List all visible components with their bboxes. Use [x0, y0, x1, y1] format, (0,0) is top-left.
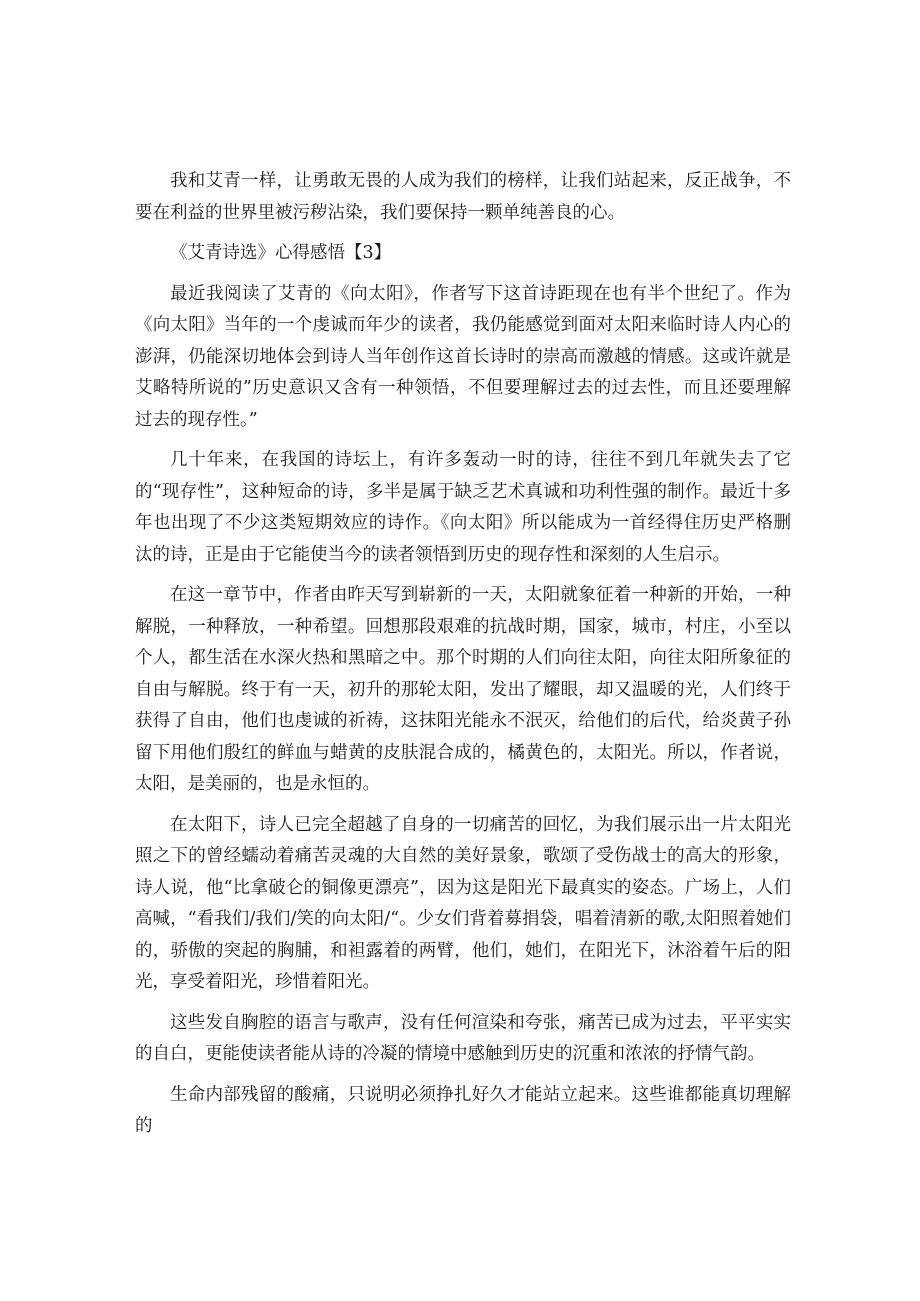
paragraph-7: 生命内部残留的酸痛，只说明必须挣扎好久才能站立起来。这些谁都能真切理解的: [135, 1084, 791, 1136]
paragraph-2: 最近我阅读了艾青的《向太阳》，作者写下这首诗距现在也有半个世纪了。作为《向太阳》当年的一个虔诚而年少的读者，我仍能感觉到面对太阳来临时诗人内心的澎湃，仍能深切地体会到诗人当年创作这首长诗时的崇高而激越的情感。这或许就是艾略特所说的”历史意识又含有一种领悟，不但要理解过去的过去性，而且还要理解过去的现存性。”: [135, 283, 791, 430]
paragraph-1: 我和艾青一样，让勇敢无畏的人成为我们的榜样，让我们站起来，反正战争，不要在利益的世界里被污秽沾染，我们要保持一颗单纯善良的心。: [135, 171, 791, 223]
paragraph-5: 在太阳下，诗人已完全超越了自身的一切痛苦的回忆，为我们展示出一片太阳光照之下的曾经蠕动着痛苦灵魂的大自然的美好景象，歌颂了受伤战士的高大的形象，诗人说，他“比拿破仑的铜像更漂亮”，因为这是阳光下最真实的姿态。广场上，人们高喊，“看我们/我们/笑的向太阳/“。少女们背着募捐袋，唱着清新的歌,太阳照着她们的，骄傲的突起的胸脯，和袒露着的两臂，他们，她们，在阳光下，沐浴着午后的阳光，享受着阳光，珍惜着阳光。: [135, 814, 791, 992]
paragraph-6: 这些发自胸腔的语言与歌声，没有任何渲染和夸张，痛苦已成为过去，平平实实的自白，更能使读者能从诗的冷凝的情境中感触到历史的沉重和浓浓的抒情气韵。: [135, 1012, 791, 1064]
paragraph-3: 几十年来，在我国的诗坛上，有许多轰动一时的诗，往往不到几年就失去了它的“现存性”，这种短命的诗，多半是属于缺乏艺术真诚和功利性强的制作。最近十多年也出现了不少这类短期效应的诗作。《向太阳》所以能成为一首经得住历史严格删汰的诗，正是由于它能使当今的读者领悟到历史的现存性和深刻的人生启示。: [135, 450, 791, 565]
document-body: [135, 166, 791, 1143]
section-heading: 《艾青诗选》心得感悟【3】: [170, 243, 392, 263]
paragraph-4: 在这一章节中，作者由昨天写到崭新的一天，太阳就象征着一种新的开始，一种解脱，一种释放，一种希望。回想那段艰难的抗战时期，国家，城市，村庄，小至以个人，都生活在水深火热和黑暗之中。那个时期的人们向往太阳，向往太阳所象征的自由与解脱。终于有一天，初升的那轮太阳，发出了耀眼，却又温暖的光，人们终于获得了自由，他们也虔诚的祈祷，这抹阳光能永不泯灭，给他们的后代，给炎黄子孙留下用他们殷红的鲜血与蜡黄的皮肤混合成的，橘黄色的，太阳光。所以，作者说，太阳，是美丽的，也是永恒的。: [135, 585, 791, 794]
